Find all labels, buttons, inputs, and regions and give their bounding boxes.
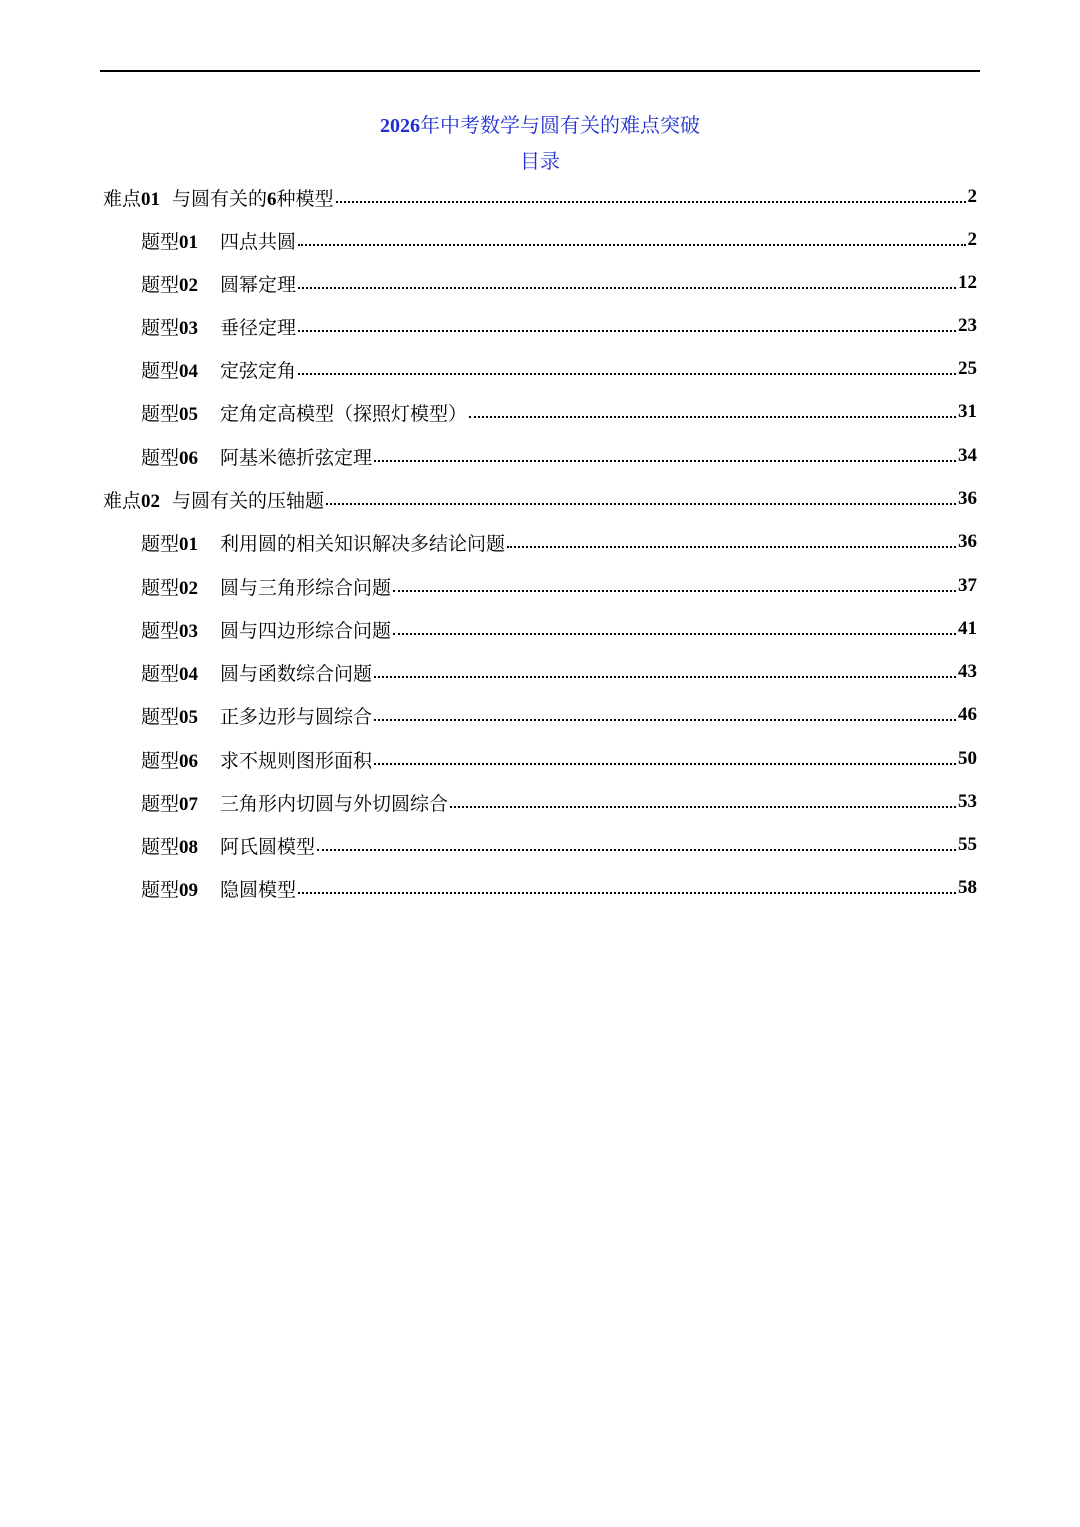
toc-entry-label: 题型05 定角定高模型（探照灯模型） bbox=[141, 402, 468, 425]
dot-leader bbox=[450, 787, 956, 817]
toc-page-number: 43 bbox=[958, 661, 977, 682]
dot-leader bbox=[317, 830, 956, 860]
toc-entry-label: 题型07 三角形内切圆与外切圆综合 bbox=[141, 792, 449, 815]
toc-entry-type-04b[interactable] bbox=[141, 657, 977, 687]
toc-page-number: 50 bbox=[958, 748, 977, 769]
toc-entry-label: 难点02 与圆有关的压轴题 bbox=[103, 489, 325, 512]
dot-leader bbox=[374, 657, 956, 687]
toc-entry-type-07b[interactable] bbox=[141, 787, 977, 817]
toc-entry-label: 题型09 隐圆模型 bbox=[141, 878, 297, 901]
toc-entry-label: 题型06 求不规则图形面积 bbox=[141, 749, 373, 772]
toc-entry-label: 题型03 垂径定理 bbox=[141, 316, 297, 339]
toc-entry-label: 题型02 圆与三角形综合问题 bbox=[141, 576, 392, 599]
toc-entry-type-05b[interactable] bbox=[141, 700, 977, 730]
toc-entry-type-06[interactable] bbox=[141, 441, 977, 471]
toc-page-number: 55 bbox=[958, 834, 977, 855]
toc-entry-label: 题型01 利用圆的相关知识解决多结论问题 bbox=[141, 532, 506, 555]
toc-entry-label: 题型02 圆幂定理 bbox=[141, 273, 297, 296]
toc-page-number: 53 bbox=[958, 791, 977, 812]
toc-page-number: 36 bbox=[958, 488, 977, 509]
toc-entry-label: 题型01 四点共圆 bbox=[141, 230, 297, 253]
toc-page-number: 41 bbox=[958, 618, 977, 639]
toc-page-number: 31 bbox=[958, 401, 977, 422]
toc-entry-type-05[interactable] bbox=[141, 397, 977, 427]
dot-leader bbox=[298, 873, 956, 903]
toc-page-number: 2 bbox=[967, 229, 977, 250]
toc-page-number: 36 bbox=[958, 531, 977, 552]
toc-entry-type-03[interactable] bbox=[141, 311, 977, 341]
dot-leader bbox=[374, 700, 956, 730]
document-title bbox=[0, 110, 1080, 141]
toc-entry-label: 题型04 定弦定角 bbox=[141, 359, 297, 382]
toc-heading: 目录 bbox=[520, 149, 560, 173]
dot-leader bbox=[469, 397, 956, 427]
toc-entry-type-01b[interactable] bbox=[141, 527, 977, 557]
dot-leader bbox=[298, 311, 956, 341]
toc-entry-label: 题型05 正多边形与圆综合 bbox=[141, 705, 373, 728]
toc-page-number: 23 bbox=[958, 315, 977, 336]
dot-leader bbox=[326, 484, 956, 514]
toc-entry-type-04[interactable] bbox=[141, 354, 977, 384]
toc-page-number: 25 bbox=[958, 358, 977, 379]
dot-leader bbox=[298, 268, 956, 298]
dot-leader bbox=[336, 182, 966, 212]
dot-leader bbox=[298, 225, 965, 255]
toc-page-number: 34 bbox=[958, 445, 977, 466]
title-year: 2026 bbox=[380, 115, 420, 137]
dot-leader bbox=[507, 527, 956, 557]
toc-entry-label: 题型06 阿基米德折弦定理 bbox=[141, 446, 373, 469]
toc-page-number: 46 bbox=[958, 704, 977, 725]
dot-leader bbox=[374, 441, 956, 471]
dot-leader bbox=[393, 571, 956, 601]
toc-entry-type-02b[interactable] bbox=[141, 571, 977, 601]
toc-entry-label: 题型03 圆与四边形综合问题 bbox=[141, 619, 392, 642]
toc-entry-type-03b[interactable] bbox=[141, 614, 977, 644]
toc-entry-type-01[interactable] bbox=[141, 225, 977, 255]
toc-entry-type-09b[interactable] bbox=[141, 873, 977, 903]
title-text: 年中考数学与圆有关的难点突破 bbox=[420, 113, 700, 137]
toc-entry-label: 难点01 与圆有关的6种模型 bbox=[103, 187, 334, 210]
toc-entry-difficulty-01[interactable] bbox=[103, 182, 977, 212]
toc-entry-type-08b[interactable] bbox=[141, 830, 977, 860]
toc-entry-label: 题型04 圆与函数综合问题 bbox=[141, 662, 373, 685]
toc-page-number: 37 bbox=[958, 575, 977, 596]
toc-entry-type-06b[interactable] bbox=[141, 744, 977, 774]
dot-leader bbox=[393, 614, 956, 644]
toc-page-number: 2 bbox=[967, 186, 977, 207]
dot-leader bbox=[298, 354, 956, 384]
header-rule bbox=[100, 70, 980, 72]
toc-entry-label: 题型08 阿氏圆模型 bbox=[141, 835, 316, 858]
toc-page-number: 58 bbox=[958, 877, 977, 898]
dot-leader bbox=[374, 744, 956, 774]
toc-entry-type-02[interactable] bbox=[141, 268, 977, 298]
toc-entry-difficulty-02[interactable] bbox=[103, 484, 977, 514]
toc-page-number: 12 bbox=[958, 272, 977, 293]
